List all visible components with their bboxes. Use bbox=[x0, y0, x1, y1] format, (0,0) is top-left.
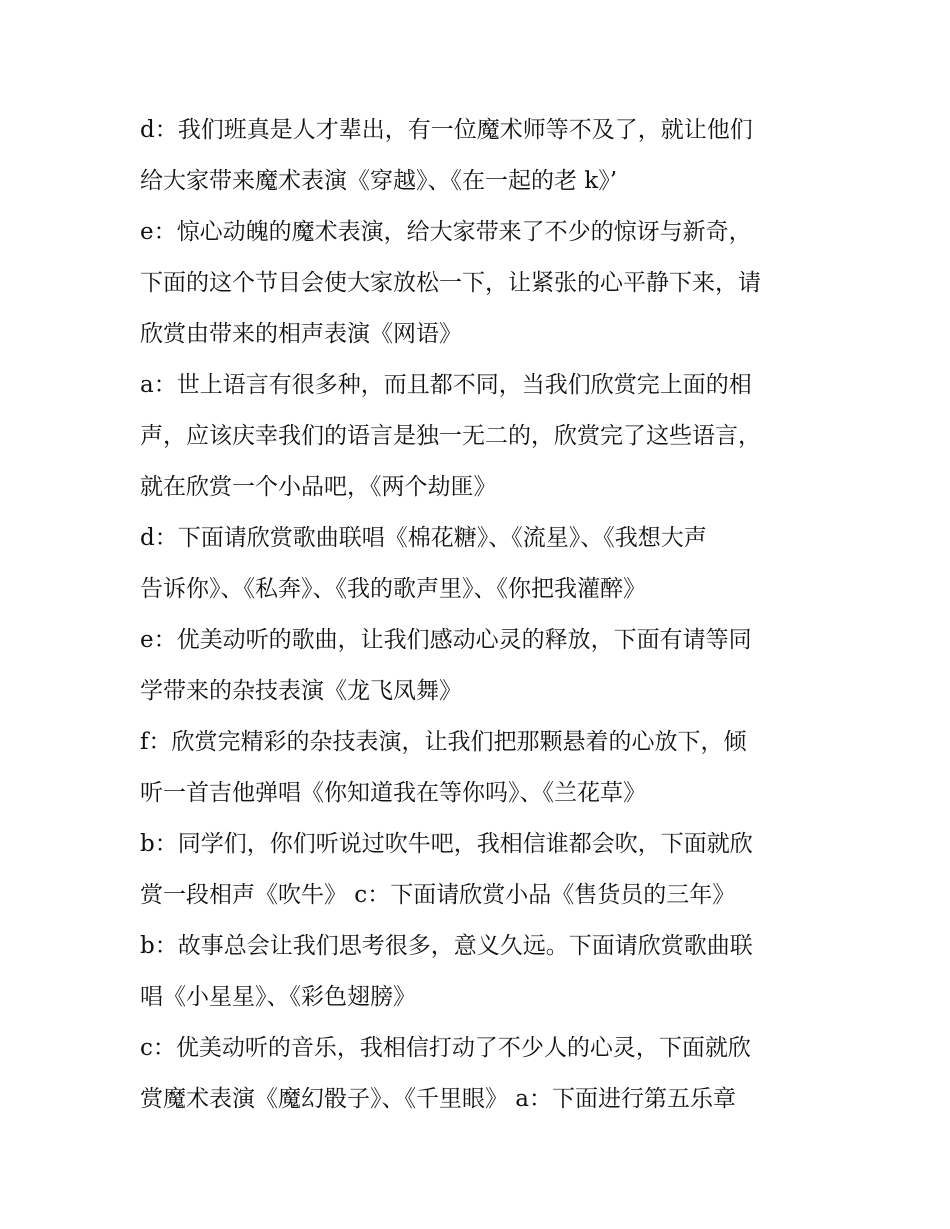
text-line: 赏一段相声《吹牛》 c：下面请欣赏小品《售货员的三年》 bbox=[140, 882, 736, 908]
text-line: a：世上语言有很多种，而且都不同，当我们欣赏完上面的相 bbox=[140, 372, 752, 398]
text-line: f：欣赏完精彩的杂技表演，让我们把那颗悬着的心放下，倾 bbox=[140, 729, 747, 755]
text-line: c：优美动听的音乐，我相信打动了不少人的心灵，下面就欣 bbox=[140, 1035, 751, 1061]
script-text-body bbox=[140, 105, 830, 1125]
text-line: d：我们班真是人才辈出，有一位魔术师等不及了，就让他们 bbox=[140, 117, 753, 143]
text-line: b：同学们，你们听说过吹牛吧，我相信谁都会吹，下面就欣 bbox=[140, 831, 753, 857]
text-line: 学带来的杂技表演《龙飞凤舞》 bbox=[140, 678, 462, 704]
text-line: 听一首吉他弹唱《你知道我在等你吗》、《兰花草》 bbox=[140, 780, 646, 806]
text-line: d：下面请欣赏歌曲联唱《棉花糖》、《流星》、《我想大声 bbox=[140, 525, 707, 551]
text-line: 欣赏由带来的相声表演《网语》 bbox=[140, 321, 462, 347]
text-line: 声，应该庆幸我们的语言是独一无二的，欣赏完了这些语言， bbox=[140, 423, 761, 449]
text-line: 下面的这个节目会使大家放松一下，让紧张的心平静下来，请 bbox=[140, 270, 761, 296]
text-line: e：优美动听的歌曲，让我们感动心灵的释放，下面有请等同 bbox=[140, 627, 752, 653]
text-line: 唱《小星星》、《彩色翅膀》 bbox=[140, 984, 416, 1010]
text-line: 给大家带来魔术表演《穿越》、《在一起的老 k》’ bbox=[140, 168, 618, 194]
text-line: 告诉你》、《私奔》、《我的歌声里》、《你把我灌醉》 bbox=[140, 576, 646, 602]
text-line: 就在欣赏一个小品吧，《两个劫匪》 bbox=[140, 474, 497, 500]
text-line: e：惊心动魄的魔术表演，给大家带来了不少的惊讶与新奇， bbox=[140, 219, 752, 245]
text-line: b：故事总会让我们思考很多，意义久远。下面请欣赏歌曲联 bbox=[140, 933, 753, 959]
text-line: 赏魔术表演《魔幻骰子》、《千里眼》 a：下面进行第五乐章 bbox=[140, 1086, 737, 1112]
